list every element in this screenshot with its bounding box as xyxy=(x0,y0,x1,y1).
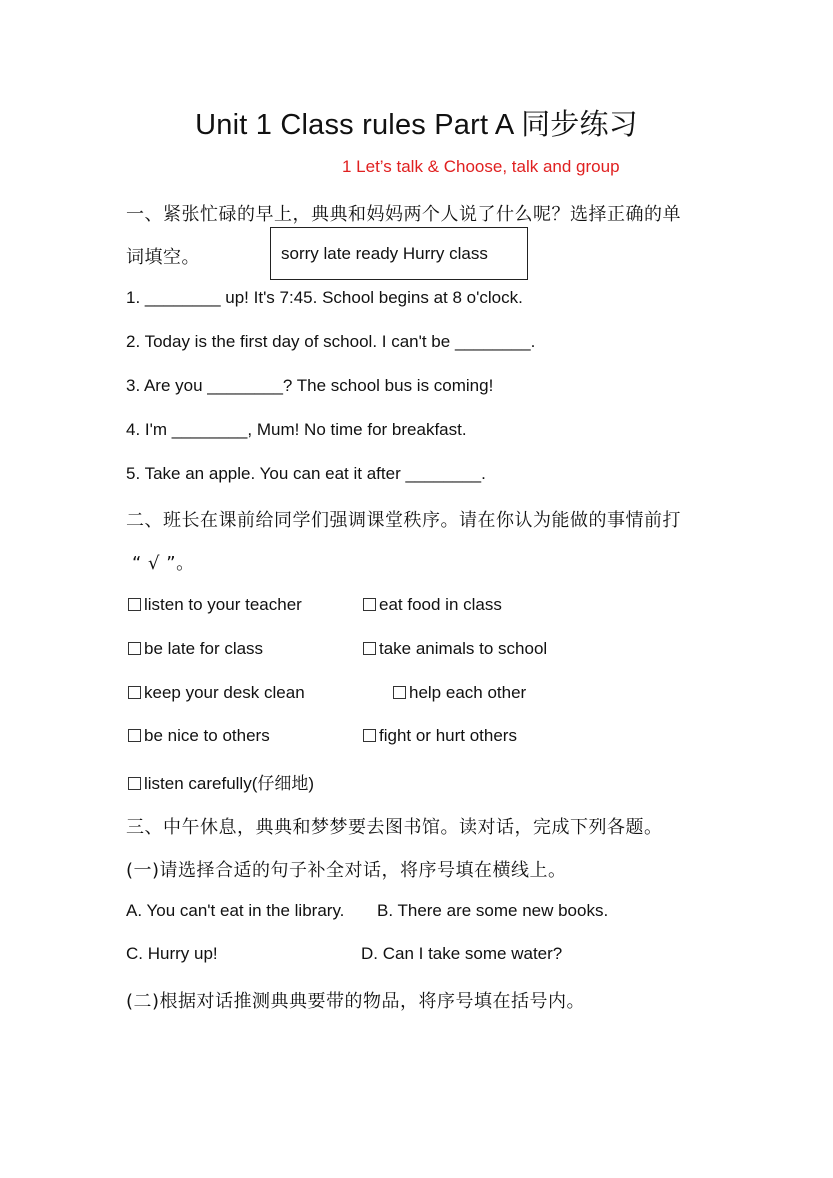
check-option-label: be late for class xyxy=(144,639,264,658)
check-option-label: keep your desk clean xyxy=(144,683,305,702)
fill-blank-item-5: 5. Take an apple. You can eat it after ________. xyxy=(126,464,486,483)
page-subtitle: 1 Let’s talk & Choose, talk and group xyxy=(342,157,620,176)
check-option-label: help each other xyxy=(409,683,527,702)
section2-heading: 二、班长在课前给同学们强调课堂秩序。请在你认为能做的事情前打 xyxy=(126,510,681,531)
checkbox-icon[interactable] xyxy=(128,777,141,790)
choice-b: B. There are some new books. xyxy=(377,901,609,920)
choice-a: A. You can't eat in the library. xyxy=(126,901,345,920)
check-option-label: be nice to others xyxy=(144,726,270,745)
section2-heading-cont: “ √ ”。 xyxy=(132,553,195,574)
section3-part2-heading: (二)根据对话推测典典要带的物品，将序号填在括号内。 xyxy=(126,991,586,1012)
section3-heading: 三、中午休息，典典和梦梦要去图书馆。读对话，完成下列各题。 xyxy=(126,817,663,838)
choice-c: C. Hurry up! xyxy=(126,944,218,963)
check-option[interactable] xyxy=(363,726,517,746)
checkbox-icon[interactable] xyxy=(363,598,376,611)
section1-heading-cont: 词填空。 xyxy=(126,247,200,268)
checkbox-icon[interactable] xyxy=(128,642,141,655)
check-option-label: eat food in class xyxy=(379,595,502,614)
checkbox-icon[interactable] xyxy=(128,686,141,699)
check-option[interactable] xyxy=(128,683,305,703)
check-option[interactable] xyxy=(393,683,526,703)
check-option-label: fight or hurt others xyxy=(379,726,517,745)
check-option[interactable] xyxy=(128,639,263,659)
fill-blank-item-2: 2. Today is the first day of school. I can't be ________. xyxy=(126,332,536,351)
check-option[interactable] xyxy=(363,595,502,615)
check-option[interactable] xyxy=(128,726,270,746)
check-option-label: take animals to school xyxy=(379,639,548,658)
checkbox-icon[interactable] xyxy=(128,729,141,742)
choice-d: D. Can I take some water? xyxy=(361,944,563,963)
checkbox-icon[interactable] xyxy=(363,729,376,742)
fill-blank-item-4: 4. I'm ________, Mum! No time for breakfast. xyxy=(126,420,467,439)
page-title: Unit 1 Class rules Part A 同步练习 xyxy=(195,109,638,141)
check-option-label: listen carefully(仔细地) xyxy=(144,774,315,793)
checkbox-icon[interactable] xyxy=(393,686,406,699)
check-option[interactable] xyxy=(128,595,302,615)
word-bank-box: sorry late ready Hurry class xyxy=(270,227,528,280)
fill-blank-item-3: 3. Are you ________? The school bus is coming! xyxy=(126,376,494,395)
checkbox-icon[interactable] xyxy=(363,642,376,655)
section3-part1-heading: (一)请选择合适的句子补全对话，将序号填在横线上。 xyxy=(126,860,567,881)
fill-blank-item-1: 1. ________ up! It's 7:45. School begins at 8 o'clock. xyxy=(126,288,523,307)
check-option-label: listen to your teacher xyxy=(144,595,302,614)
checkbox-icon[interactable] xyxy=(128,598,141,611)
check-option[interactable] xyxy=(363,639,547,659)
check-option[interactable] xyxy=(128,769,314,794)
section1-heading: 一、紧张忙碌的早上，典典和妈妈两个人说了什么呢？选择正确的单 xyxy=(126,204,681,225)
